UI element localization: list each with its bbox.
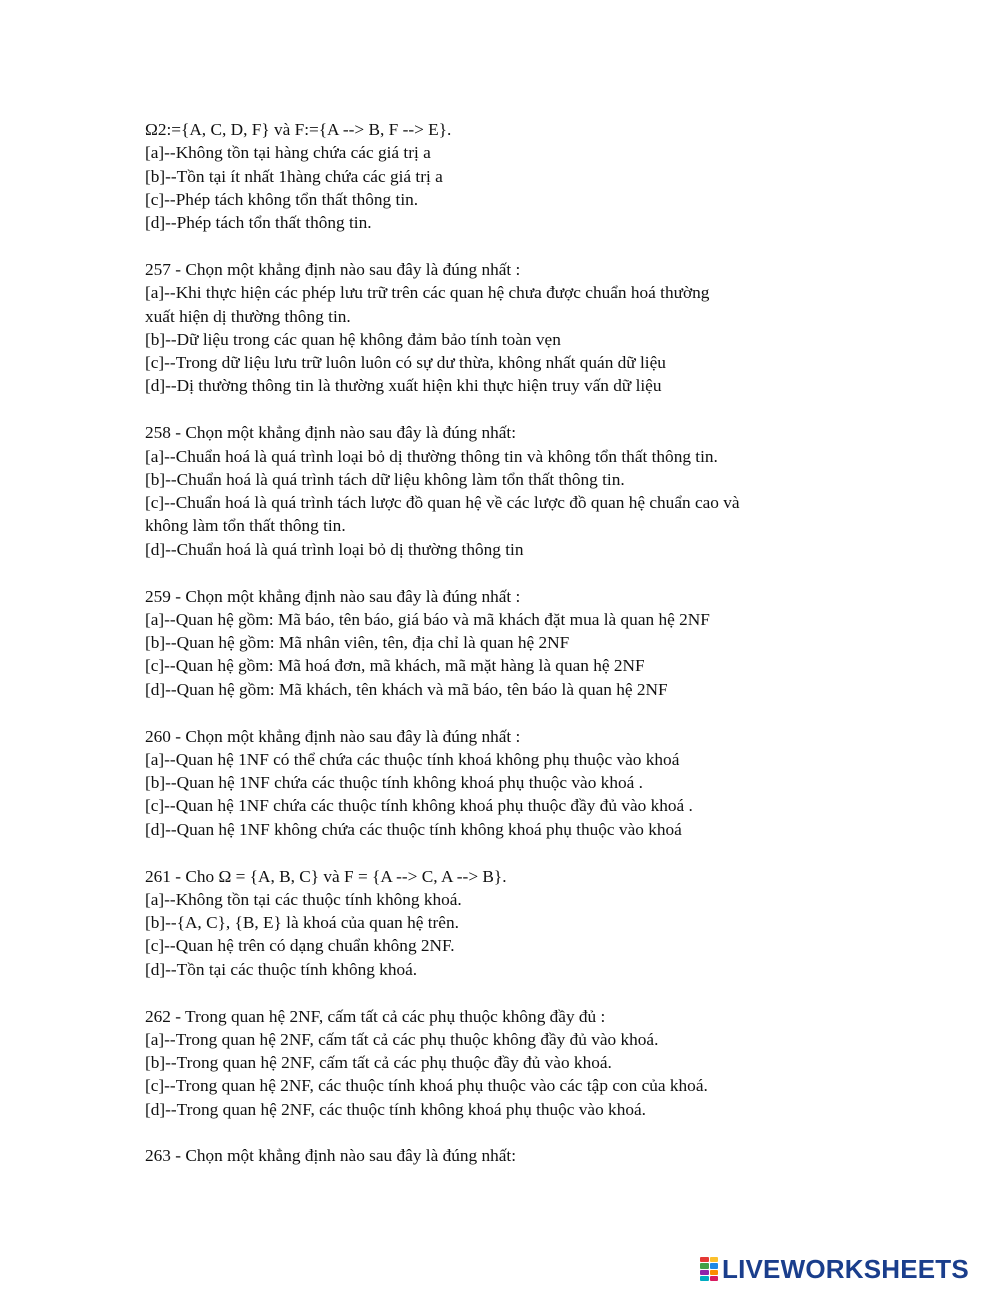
answer-option: [c]--Trong dữ liệu lưu trữ luôn luôn có sự dư thừa, không nhất quán dữ liệu: [145, 353, 666, 373]
answer-option: [c]--Trong quan hệ 2NF, các thuộc tính khoá phụ thuộc vào các tập con của khoá.: [145, 1076, 708, 1096]
answer-option: [b]--Quan hệ 1NF chứa các thuộc tính không khoá phụ thuộc vào khoá .: [145, 773, 643, 793]
logo-mark-cell: [710, 1270, 719, 1275]
question-block: [145, 585, 865, 701]
answer-option: [a]--Chuẩn hoá là quá trình loại bỏ dị thường thông tin và không tổn thất thông tin.: [145, 446, 718, 466]
answer-option: [d]--Dị thường thông tin là thường xuất hiện khi thực hiện truy vấn dữ liệu: [145, 376, 662, 396]
answer-option: [d]--Trong quan hệ 2NF, các thuộc tính không khoá phụ thuộc vào khoá.: [145, 1099, 646, 1119]
logo-mark-cell: [710, 1276, 719, 1281]
answer-option: [d]--Phép tách tổn thất thông tin.: [145, 213, 372, 233]
question-block: [145, 1005, 865, 1121]
answer-option: [b]--Chuẩn hoá là quá trình tách dữ liệu không làm tổn thất thông tin.: [145, 469, 625, 489]
answer-option: [d]--Tồn tại các thuộc tính không khoá.: [145, 959, 418, 979]
liveworksheets-mark-icon: [700, 1257, 718, 1281]
question-block: [145, 258, 865, 398]
question-header: Ω2:={A, C, D, F} và F:={A --> B, F --> E}.: [145, 120, 452, 139]
answer-option: [d]--Quan hệ 1NF không chứa các thuộc tính không khoá phụ thuộc vào khoá: [145, 819, 682, 839]
logo-mark-cell: [710, 1257, 719, 1262]
question-header: 261 - Cho Ω = {A, B, C} và F = {A --> C, A --> B}.: [145, 866, 507, 886]
answer-option: [a]--Quan hệ gồm: Mã báo, tên báo, giá báo và mã khách đặt mua là quan hệ 2NF: [145, 609, 710, 629]
answer-option: [c]--Phép tách không tổn thất thông tin.: [145, 189, 419, 209]
logo-mark-cell: [700, 1276, 709, 1281]
answer-option: [b]--Quan hệ gồm: Mã nhân viên, tên, địa chỉ là quan hệ 2NF: [145, 633, 570, 653]
document-page: [145, 118, 865, 1191]
answer-option: [b]--{A, C}, {B, E} là khoá của quan hệ trên.: [145, 913, 459, 933]
question-header: 257 - Chọn một khẳng định nào sau đây là đúng nhất :: [145, 259, 521, 279]
answer-option: [d]--Quan hệ gồm: Mã khách, tên khách và mã báo, tên báo là quan hệ 2NF: [145, 679, 668, 699]
answer-option: xuất hiện dị thường thông tin.: [145, 306, 351, 326]
answer-option: [b]--Tồn tại ít nhất 1hàng chứa các giá trị a: [145, 166, 443, 186]
answer-option: [a]--Không tồn tại các thuộc tính không khoá.: [145, 889, 462, 909]
question-header: 259 - Chọn một khẳng định nào sau đây là đúng nhất :: [145, 586, 521, 606]
answer-option: [c]--Quan hệ 1NF chứa các thuộc tính không khoá phụ thuộc đầy đủ vào khoá .: [145, 796, 693, 816]
answer-option: [a]--Không tồn tại hàng chứa các giá trị a: [145, 143, 431, 163]
logo-text: LIVEWORKSHEETS: [722, 1253, 969, 1284]
logo-mark-cell: [700, 1263, 709, 1268]
logo-mark-cell: [700, 1270, 709, 1275]
question-block: [145, 118, 865, 234]
answer-option: [a]--Khi thực hiện các phép lưu trữ trên các quan hệ chưa được chuẩn hoá thường: [145, 283, 710, 303]
question-block: [145, 725, 865, 841]
answer-option: [c]--Chuẩn hoá là quá trình tách lược đồ quan hệ về các lược đồ quan hệ chuẩn cao và: [145, 493, 740, 513]
answer-option: [c]--Quan hệ gồm: Mã hoá đơn, mã khách, mã mặt hàng là quan hệ 2NF: [145, 656, 645, 676]
answer-option: [b]--Dữ liệu trong các quan hệ không đảm bảo tính toàn vẹn: [145, 329, 561, 349]
question-block: [145, 421, 865, 561]
logo-mark-cell: [700, 1257, 709, 1262]
liveworksheets-logo: [700, 1255, 969, 1283]
question-block: [145, 865, 865, 981]
answer-option: [d]--Chuẩn hoá là quá trình loại bỏ dị thường thông tin: [145, 539, 524, 559]
question-header: 263 - Chọn một khẳng định nào sau đây là đúng nhất:: [145, 1146, 517, 1166]
logo-mark-cell: [710, 1263, 719, 1268]
question-block: [145, 1144, 865, 1167]
question-header: 258 - Chọn một khẳng định nào sau đây là đúng nhất:: [145, 423, 517, 443]
answer-option: [c]--Quan hệ trên có dạng chuẩn không 2NF.: [145, 936, 455, 956]
answer-option: [a]--Quan hệ 1NF có thể chứa các thuộc tính khoá không phụ thuộc vào khoá: [145, 749, 680, 769]
answer-option: [b]--Trong quan hệ 2NF, cấm tất cả các phụ thuộc đầy đủ vào khoá.: [145, 1053, 612, 1073]
question-header: 260 - Chọn một khẳng định nào sau đây là đúng nhất :: [145, 726, 521, 746]
question-header: 262 - Trong quan hệ 2NF, cấm tất cả các phụ thuộc không đầy đủ :: [145, 1006, 606, 1026]
answer-option: [a]--Trong quan hệ 2NF, cấm tất cả các phụ thuộc không đầy đủ vào khoá.: [145, 1029, 659, 1049]
answer-option: không làm tổn thất thông tin.: [145, 516, 346, 536]
